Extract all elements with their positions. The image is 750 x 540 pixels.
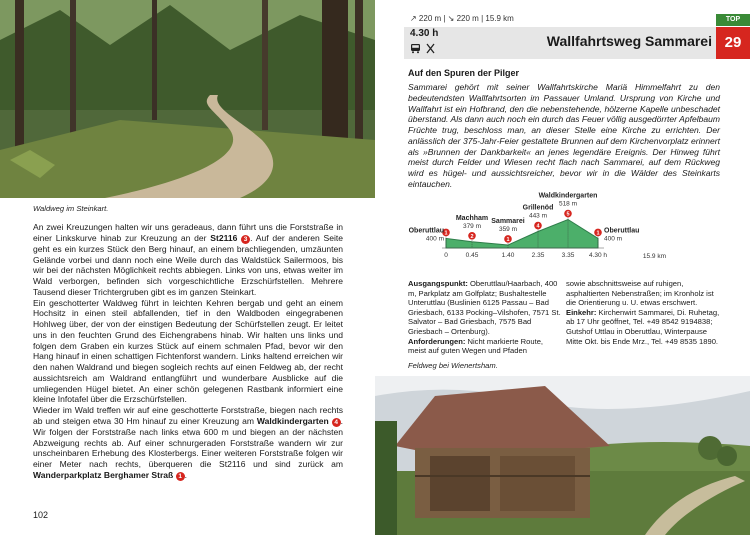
route-description — [33, 222, 343, 481]
station-name: Sammarei — [491, 217, 525, 225]
station-name: Machham — [455, 214, 489, 222]
info-label: Ausgangspunkt: — [408, 279, 468, 288]
body-text-run: Ein geschotterter Waldweg führt in leichten Kehren bergab und geht an einem Hochsitz in einen steil abfallenden, tief in den Waldboden eingegrabenen Hohlweg über, der von der einstigen Bedeutung der Schürfstellen zeugt. Er leitet uns in den feuchten Grund des Eichengrabens hinab. Wir halten uns links und folgen dem Graben ein kurzes Stück auf einem schmalen Pfad, bevor wir den Hang hinauf in einen schattigen Fichtenforst wandern. Links haltend erreichen wir den nahen Waldrand und biegen sogleich rechts auf einen Feldweg ab, der recht aussichtsreich am Waldrand entlangführt und wunderbare Ausblicke auf die umliegenden Hügel bietet. An einer schön gelegenen Rastbank informiert eine kleine Infotafel über die Erzschürfstellen. — [33, 297, 343, 405]
route-intro: Sammarei gehört mit seiner Wallfahrtskirche Mariä Himmelfahrt zu den bedeutendsten Wallfahrtsorten im Passauer Umland. Ursprung von Kirche und Wallfahrt ist ein Hofbrand, den die nebenstehende, hölzerne Kapelle unbeschadet überstand. Als dann auch noch ein durch das Feuer völlig ausgedörrter Apfelbaum Früchte trug, beschloss man, an dieser Stelle eine Kirche zu errichten. Der anlässlich der 375-Jahr-Feier gestaltete Brunnen auf dem Kirchenvorplatz erinnert als »Brunnen der Dankbarkeit« an jenes legendäre Ereignis. Der Hinweg führt meist durch Felder und Wiesen recht flach nach Sammarei, auf dem Rückweg wird es hügel- und aussichtsreicher, bevor wir in die Wälder des Steinkarts eintauchen. — [408, 82, 720, 189]
top-badge: TOP — [716, 14, 750, 26]
waypoint-name: Waldkindergarten — [256, 415, 329, 426]
waypoint-name: St2116 — [210, 232, 238, 243]
body-text-run: . Wir folgen der Forststraße nach links etwa 600 m und biegen an der nächsten Abzweigung rechts ab. Auf einer schnurgeraden Forststraße wandern wir zur unscheinbaren Erhebung des Klosterbergs. Einer weiteren Forststraße folgen wir einer Meter nach rechts, überqueren die St2116 und sind zurück am — [33, 415, 343, 469]
info-entry — [566, 308, 721, 346]
bus-icon — [410, 43, 421, 54]
station-distance: 3.35 — [561, 252, 575, 259]
info-text: Nicht markierte Route, meist auf guten Wegen und Pfaden — [408, 336, 544, 356]
waypoint-badge: 4 — [332, 418, 341, 427]
waypoint-badge: 3 — [241, 235, 250, 244]
photo-caption: Waldweg im Steinkart. — [33, 204, 109, 213]
restaurant-icon — [425, 43, 436, 54]
waypoint-name: Wanderparkplatz Berghamer Straß — [33, 469, 174, 480]
info-text: Oberuttlau/Haarbach, 400 m, Parkplatz am Golfplatz; Bushaltestelle Unteruttlau (Buslinien 6125 Passau – Bad Griesbach, 6133 Pocking–Vilshofen, 7571 St. Salvator – Bad Griesbach, 7575 Bad Griesbach – Ortenburg). — [408, 279, 561, 336]
info-entry — [408, 279, 563, 337]
profile-total: 15.9 km — [642, 253, 666, 260]
station-name: Grillenöd — [522, 204, 554, 212]
station-badge: 2 — [470, 233, 474, 240]
station-name: Oberuttlau — [408, 227, 444, 235]
station-distance: 4.30 h — [588, 252, 608, 259]
body-text-run: . Auf der anderen Seite geht es ein kurzes Stück den Berg hinauf, an einem brachliegenden, umzäunten Gelände vorbei und dann noch eine Weile durch das Waldstück Sailermoos, bis wir bei der nächsten Möglichkeit rechts abbiegen. Links von uns, etwas weiter im Wald verborgen, befinden sich vorgeschichtliche Erzschürfstellen. Mehrere Tausend dieser Trichtergruben gibt es im ganzen Steinkart. — [33, 232, 343, 297]
barn-illustration — [375, 376, 750, 535]
station-badge: 1 — [506, 237, 510, 244]
body-text-run: Wieder im Wald treffen wir auf eine geschotterte Forststraße, biegen nach rechts ab und steigen etwa 30 Hm hinauf zu einer Kreuzung am — [33, 405, 343, 426]
station-name: Waldkindergarten — [538, 192, 598, 200]
elevation-profile — [408, 192, 672, 274]
duration: 4.30 h — [410, 28, 439, 39]
info-text: Kirchenwirt Sammarei, Di. Ruhetag, ab 17 Uhr geöffnet, Tel. +49 8542 9194838; Gutshof Uttlau in Oberuttlau, Winterpause Mitte Okt. bis Ende Mrz., Tel. +49 8535 1890. — [566, 307, 720, 346]
waypoint-badge: 1 — [176, 472, 185, 481]
route-number: 29 — [716, 27, 750, 59]
station-altitude: 400 m — [604, 235, 623, 243]
station-distance: 0 — [444, 252, 448, 259]
station-badge: 1 — [596, 230, 600, 237]
info-column-left — [408, 279, 563, 356]
station-distance: 0.45 — [465, 252, 479, 259]
body-text-run: . — [184, 469, 188, 480]
station-altitude: 518 m — [558, 200, 578, 208]
station-badge: 1 — [444, 230, 448, 237]
page-number: 102 — [33, 510, 49, 520]
station-altitude: 400 m — [425, 235, 444, 243]
profile-labels — [409, 193, 640, 259]
info-entry — [566, 279, 721, 308]
body-paragraph — [33, 222, 343, 298]
station-name: Oberuttlau — [604, 227, 640, 235]
station-distance: 1.40 — [501, 252, 515, 259]
photo-caption-barn: Feldweg bei Wienertsham. — [408, 361, 498, 370]
station-altitude: 359 m — [498, 225, 518, 233]
info-label: Anforderungen: — [408, 336, 466, 346]
info-text: sowie abschnittsweise auf ruhigen, asphaltierten Nebenstraßen; im Kronholz ist die Orientierung u. U. etwas erschwert. — [566, 279, 714, 308]
station-distance: 2.35 — [531, 252, 545, 259]
forest-path-illustration — [0, 0, 375, 198]
station-badge: 5 — [566, 211, 570, 218]
barn-photo — [375, 376, 750, 535]
forest-path-photo — [0, 0, 375, 198]
info-column-right — [566, 279, 721, 346]
transport-icons — [410, 43, 436, 54]
station-badge: 4 — [536, 223, 540, 230]
station-altitude: 379 m — [462, 222, 482, 230]
body-text-run: An zwei Kreuzungen halten wir uns geradeaus, dann führt uns die Forststraße in einer Linkskurve hinab zur Kreuzung an der — [33, 222, 343, 243]
info-label: Einkehr: — [566, 307, 597, 317]
route-subtitle: Auf den Spuren der Pilger — [408, 68, 520, 78]
station-altitude: 443 m — [528, 212, 548, 220]
body-paragraph — [33, 405, 343, 481]
body-paragraph — [33, 298, 343, 406]
route-stats: ↗ 220 m | ↘ 220 m | 15.9 km — [410, 14, 514, 23]
route-title: Wallfahrtsweg Sammarei — [546, 33, 712, 49]
info-entry — [408, 337, 563, 356]
